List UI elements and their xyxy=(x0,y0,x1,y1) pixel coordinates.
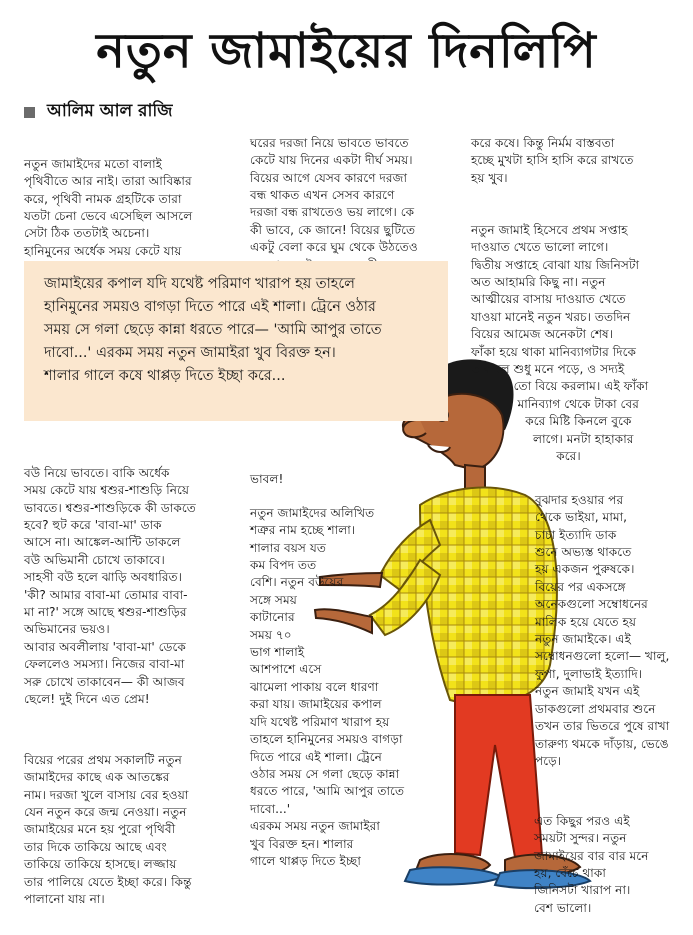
pull-quote-text: জামাইয়ের কপাল যদি যথেষ্ট পরিমাণ খারাপ হয় তাহলে হানিমুনের সময়ও বাগড়া দিতে পারে এই শালা। ট্রেনে ওঠার সময় সে গলা ছেড়ে কান্না ধরতে পারে— 'আমি আপুর তাতে দাবো...' এরকম সময় নতুন জামাইরা খুব বিরক্ত হন। শালার গালে কষে থাপ্পড় দিতে ইচ্ছা করে... xyxy=(44,276,382,384)
column-1-paragraph-3 xyxy=(24,717,192,926)
paragraph: নতুন জামাইদের অলিখিত শত্রুর নাম হচ্ছে শালা। শালার বয়স যত কম বিপদ তত বেশি। নতুন বউয়ের সঙ্গে সময় কাটানোর সময় ৭০ ভাগ শালাই আশপাশে এসে ঝামেলা পাকায় বলে ধারণা করা যায়। জামাইয়ের কপাল যদি যথেষ্ট পরিমাণ খারাপ হয় তাহলে হানিমুনের সময়ও বাগড়া দিতে পারে এই শালা। ট্রেনে ওঠার সময় সে গলা ছেড়ে কান্না ধরতে পারে, 'আমি আপুর তাতে দাবো...' এরকম সময় নতুন জামাইরা খুব বিরক্ত হন। শালার গালে থাপ্পড় দিতে ইচ্ছা xyxy=(250,505,405,868)
paragraph: নতুন জামাইদের মতো বালাই পৃথিবীতে আর নাই। তারা আবিষ্কার করে, পৃথিবী নামক গ্রহটিকে তারা যতটা চেনা ভেবে এসেছিল আসলে সেটা ঠিক ততটাই অচেনা। হানিমুনের অর্ধেক সময় কেটে যায় xyxy=(24,156,193,258)
paragraph: এত কিছুর পরও এই সময়টা সুন্দর। নতুন জামাইয়ের বার বার মনে হয়, বেঁচে থাকা জিনিসটা খারাপ না। বেশ ভালো। xyxy=(534,813,649,915)
page-title: নতুন জামাইয়ের দিনলিপি xyxy=(96,23,597,79)
paragraph: বুঝদার হওয়ার পর থেকে ভাইয়া, মামা, চাচা ইত্যাদি ডাক শুনে অভ্যস্ত থাকতে হয় একজন পুরুষকে। বিয়ের পর একসঙ্গে অনেকগুলো সম্বোধনের মালিক হয়ে যেতে হয় নতুন জামাইকে। এই সম্বোধনগুলো হলো— খালু, ফুপা, দুলাভাই ইত্যাদি। নতুন জামাই যখন এই ডাকগুলো প্রথমবার শুনে তখন তার ভিতরে পুষে রাখা তারুণ্য থমকে দাঁড়ায়, ভেঙে পড়ে। xyxy=(535,492,670,768)
author-name: আলিম আল রাজি xyxy=(47,101,173,121)
column-3-paragraph-4 xyxy=(534,778,648,935)
column-2-paragraph-3 xyxy=(250,470,404,888)
column-1-paragraph-2 xyxy=(24,430,196,726)
bullet-square-icon xyxy=(24,107,35,118)
paragraph: বউ নিয়ে ভাবতে। বাকি অর্ধেক সময় কেটে যায় শ্বশুর-শাশুড়ি নিয়ে ভাবতে। শ্বশুর-শাশুড়িকে কী ডাকতে হবে? হুট করে 'বাবা-মা' ডাক আসে না। আঙ্কেল-আন্টি ডাকলে বউ অভিমানী চোখে তাকাবে। সাহসী বউ হলে ঝাড়ি অবধারিত। 'কী? আমার বাবা-মা তোমার বাবা- মা না?' সঙ্গে আছে শ্বশুর-শাশুড়ির অভিমানের ভয়ও। আবার অবলীলায় 'বাবা-মা' ডেকে ফেললেও সমস্যা। নিজের বাবা-মা সরু চোখে তাকাবেন— কী আজব ছেলে! দুই দিনে এত প্রেম! xyxy=(24,465,196,707)
paragraph: নতুন জামাই হিসেবে প্রথম সপ্তাহ দাওয়াত খেতে ভালো লাগে। দ্বিতীয় সপ্তাহে বোঝা যায় জিনিসটা অত আহামরি কিছু না। নতুন আত্মীয়ের বাসায় দাওয়াত খেতে যাওয়া মানেই নতুন খরচ। ততদিন বিয়ের আমেজ অনেকটা শেষ। ফাঁকা হয়ে থাকা মানিব্যাগটার দিকে তাকালে শুধু মনে পড়ে, ও সদ্যই তো বিয়ে করলাম। এই ফাঁকা মানিব্যাগ থেকে টাকা বের করে মিষ্টি কিনলে বুকে লাগে। মনটা হাহাকার করে। xyxy=(471,222,649,464)
column-3-paragraph-3 xyxy=(535,457,669,788)
column-3-paragraph-2 xyxy=(471,187,648,483)
column-1-intro xyxy=(24,121,192,278)
paragraph: ঘরের দরজা নিয়ে ভাবতে ভাবতে কেটে যায় দিনের একটা দীর্ঘ সময়। বিয়ের আগে যেসব কারণে দরজা বন্ধ থাকত এখন সেসব কারণে দরজা বন্ধ রাখতেও ভয় লাগে। কে কী ভাবে, কে জানে! বিয়ের ছুটিতে একটু বেলা করে ঘুম থেকে উঠতেও xyxy=(250,135,418,255)
paragraph: ভাবল! xyxy=(250,471,284,486)
paragraph: বিয়ের পরের প্রথম সকালটি নতুন জামাইদের কাছে এক আতঙ্কের নাম। দরজা খুলে বাসায় বের হওয়া যেন নতুন করে জন্ম নেওয়া। নতুন জামাইয়ের মনে হয় পুরো পৃথিবী তার দিকে তাকিয়ে আছে এবং তাকিয়ে তাকিয়ে হাসছে। লজ্জায় তার পালিয়ে যেতে ইচ্ছা করে। কিন্তু পালানো যায় না। xyxy=(24,752,192,907)
paragraph: করে কষে। কিন্তু নির্মম বাস্তবতা হচ্ছে মুখটা হাসি হাসি করে রাখতে হয় খুব। xyxy=(471,135,634,185)
